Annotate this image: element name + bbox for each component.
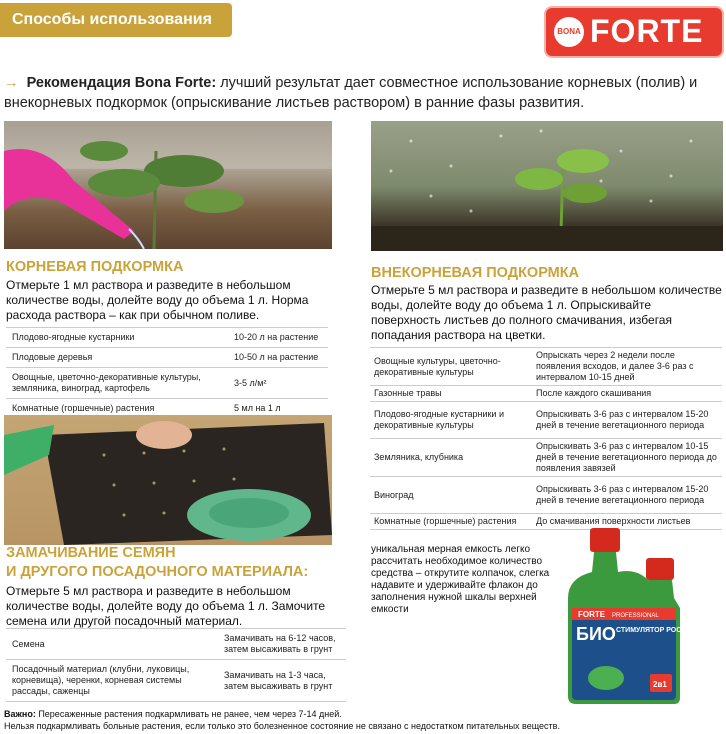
seeds-text: Отмерьте 5 мл раствора и разведите в небольшом количестве воды, долейте воду до объема 1 л. Замочите семена или другой посадочный материал. [6,584,326,628]
table-cell: Комнатные (горшечные) растения [370,514,532,530]
seeds-photo [4,415,332,545]
table-cell: Посадочный материал (клубни, луковицы, корневища), черенки, корневая системы рассады, саженцы [6,660,218,702]
foliar-text: Отмерьте 5 мл раствора и разведите в небольшом количестве воды, долейте воду до объема 1 л. Опрыскивайте поверхность листьев до полного смачивания, избегая попадания раствора на цветки. [371,283,722,342]
table-row [370,402,722,439]
table-cell: Овощные культуры, цветочно-декоративные культуры [370,348,532,386]
seeds-title: ЗАМАЧИВАНИЕ СЕМЯН [6,545,176,561]
foliar-table [370,347,722,530]
table-cell: Плодовые деревья [6,348,228,368]
recommendation-text: лучший результат дает совместное использование корневых (полив) и внекорневых подкормок (опрыскивание листьев раствором) в ранние фазы развития. [4,75,698,111]
recommendation [4,73,720,113]
logo-forte-text: FORTE [590,13,704,49]
seeds-title-2: И ДРУГОГО ПОСАДОЧНОГО МАТЕРИАЛА: [6,564,309,580]
table-row [370,477,722,514]
table-cell: Плодово-ягодные кустарники [6,328,228,348]
root-text: Отмерьте 1 мл раствора и разведите в небольшом количестве воды, долейте воду до объема 1 л. Норма расхода раствора – как при обычном поливе. [6,278,309,322]
bottle-line: PROFESSIONAL [612,613,659,619]
table-cell: Опрыскивать 3-6 раз с интервалом 15-20 дней в течение вегетационного периода [532,402,722,439]
table-cell: 10-20 л на растение [228,328,328,348]
table-row [6,368,328,399]
table-cell: 3-5 л/м² [228,368,328,399]
table-row [6,629,346,660]
table-cell: Газонные травы [370,386,532,402]
table-row [370,348,722,386]
table-cell: Опрыскивать 3-6 раз с интервалом 15-20 дней в течение вегетационного периода [532,477,722,514]
table-cell: Комнатные (горшечные) растения [6,399,228,419]
table-cell: Семена [6,629,218,660]
table-row [6,660,346,702]
measure-note: уникальная мерная емкость легко рассчитать необходимое количество средства – открутите колпачок, слегка надавите и удерживайте флакон до заполнения нужной шкалы верхней емкости [371,544,550,615]
table-cell: Виноград [370,477,532,514]
bottle-stimulator: СТИМУЛЯТОР РОСТА [616,627,686,634]
bottle-brand: FORTE [578,610,606,619]
table-cell: 10-50 л на растение [228,348,328,368]
table-row [6,328,328,348]
product-bottle [566,528,686,704]
table-cell: До смачивания поверхности листьев [532,514,722,530]
note-text-1: Пересаженные растения подкармливать не ранее, чем через 7-14 дней. [35,709,342,719]
root-table [6,327,328,419]
table-cell: Опрыскивать 3-6 раз с интервалом 10-15 дней в течение вегетационного периода до появления завязей [532,439,722,477]
table-cell: Овощные, цветочно-декоративные культуры, земляника, виноград, картофель [6,368,228,399]
arrow-icon: → [4,75,19,91]
recommendation-lead: Рекомендация Bona Forte: [26,75,217,91]
table-row [370,439,722,477]
watering-photo [4,121,332,249]
table-row [6,348,328,368]
table-cell: 5 мл на 1 л [228,399,328,419]
table-cell: После каждого скашивания [532,386,722,402]
table-cell: Опрыскать через 2 недели после появления всходов, и далее 3-6 раз с интервалом 10-15 дней [532,348,722,386]
brand-logo [546,8,722,56]
table-row [370,386,722,402]
section-header [0,3,232,37]
important-note [4,708,560,732]
logo-bona-mark: BONA [554,17,584,47]
table-cell: Плодово-ягодные кустарники и декоративные культуры [370,402,532,439]
note-line-1 [4,708,560,720]
table-cell: Замачивать на 6-12 часов, затем высаживать в грунт [218,629,346,660]
note-line-2: Нельзя подкармливать больные растения, если только это болезненное состояние не связано с недостатком питательных веществ. [4,721,560,731]
table-cell: Замачивать на 1-3 часа, затем высаживать в грунт [218,660,346,702]
root-title: КОРНЕВАЯ ПОДКОРМКА [6,259,184,275]
foliar-title: ВНЕКОРНЕВАЯ ПОДКОРМКА [371,265,580,281]
bottle-bio: БИО [576,624,616,644]
seeds-table [6,628,346,702]
section-title: Способы использования [12,11,212,28]
table-cell: Земляника, клубника [370,439,532,477]
note-lead: Важно: [4,709,36,719]
spraying-photo [371,121,723,251]
bottle-badge: 2в1 [653,680,667,689]
